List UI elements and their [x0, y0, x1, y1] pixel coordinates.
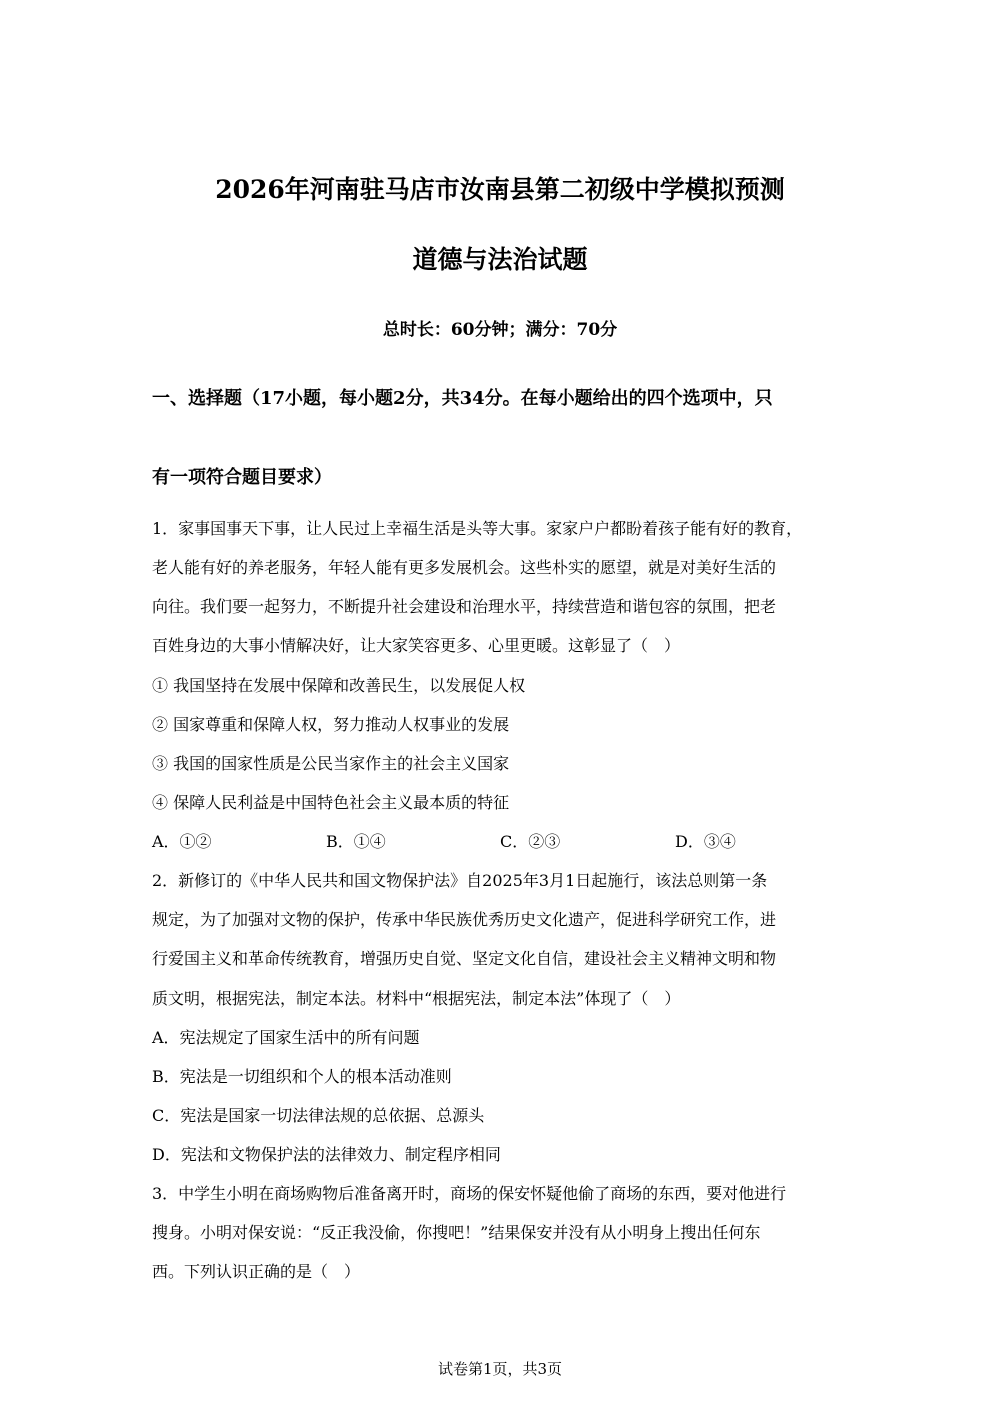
q2-stem-line: 质文明，根据宪法，制定本法。材料中“根据宪法，制定本法”体现了（ ） [152, 989, 681, 1008]
exam-title: 2026年河南驻马店市汝南县第二初级中学模拟预测 [215, 175, 785, 204]
q3-stem-line: 搜身。小明对保安说：“反正我没偷，你搜吧！”结果保安并没有从小明身上搜出任何东 [152, 1223, 761, 1242]
q2-option-a[interactable]: A．宪法规定了国家生活中的所有问题 [152, 1028, 420, 1047]
q1-statement-2: ② 国家尊重和保障人权，努力推动人权事业的发展 [152, 715, 510, 734]
q1-stem-line: 百姓身边的大事小情解决好，让大家笑容更多、心里更暖。这彰显了（ ） [152, 636, 681, 655]
q2-option-d[interactable]: D．宪法和文物保护法的法律效力、制定程序相同 [152, 1145, 501, 1164]
q1-option-b[interactable]: B．①④ [326, 832, 386, 851]
q1-stem-line: 1．家事国事天下事，让人民过上幸福生活是头等大事。家家户户都盼着孩子能有好的教育， [152, 519, 803, 538]
q1-stem-line: 向往。我们要一起努力，不断提升社会建设和治理水平，持续营造和谐包容的氛围，把老 [152, 597, 777, 616]
q1-statement-4: ④ 保障人民利益是中国特色社会主义最本质的特征 [152, 793, 510, 812]
q2-option-b[interactable]: B．宪法是一切组织和个人的根本活动准则 [152, 1067, 452, 1086]
exam-subject: 道德与法治试题 [412, 245, 588, 274]
q1-option-a[interactable]: A．①② [152, 832, 212, 851]
section-heading-line2: 有一项符合题目要求） [152, 467, 332, 488]
q2-stem-line: 2．新修订的《中华人民共和国文物保护法》自2025年3月1日起施行，该法总则第一条 [152, 871, 768, 890]
q1-option-d[interactable]: D．③④ [675, 832, 736, 851]
q1-stem-line: 老人能有好的养老服务，年轻人能有更多发展机会。这些朴实的愿望，就是对美好生活的 [152, 558, 777, 577]
q3-stem-line: 西。下列认识正确的是（ ） [152, 1262, 361, 1281]
q2-option-c[interactable]: C．宪法是国家一切法律法规的总依据、总源头 [152, 1106, 485, 1125]
page-footer: 试卷第1页，共3页 [437, 1360, 563, 1378]
q2-stem-line: 规定，为了加强对文物的保护，传承中华民族优秀历史文化遗产，促进科学研究工作，进 [152, 910, 777, 929]
section-heading-line1: 一、选择题（17小题，每小题2分，共34分。在每小题给出的四个选项中，只 [152, 388, 773, 409]
q1-statement-1: ① 我国坚持在发展中保障和改善民生，以发展促人权 [152, 676, 526, 695]
q1-statement-3: ③ 我国的国家性质是公民当家作主的社会主义国家 [152, 754, 510, 773]
q3-stem-line: 3．中学生小明在商场购物后准备离开时，商场的保安怀疑他偷了商场的东西，要对他进行 [152, 1184, 787, 1203]
exam-duration-score: 总时长：60分钟；满分：70分 [382, 320, 618, 340]
q2-stem-line: 行爱国主义和革命传统教育，增强历史自觉、坚定文化自信，建设社会主义精神文明和物 [152, 949, 777, 968]
q1-option-c[interactable]: C．②③ [500, 832, 561, 851]
